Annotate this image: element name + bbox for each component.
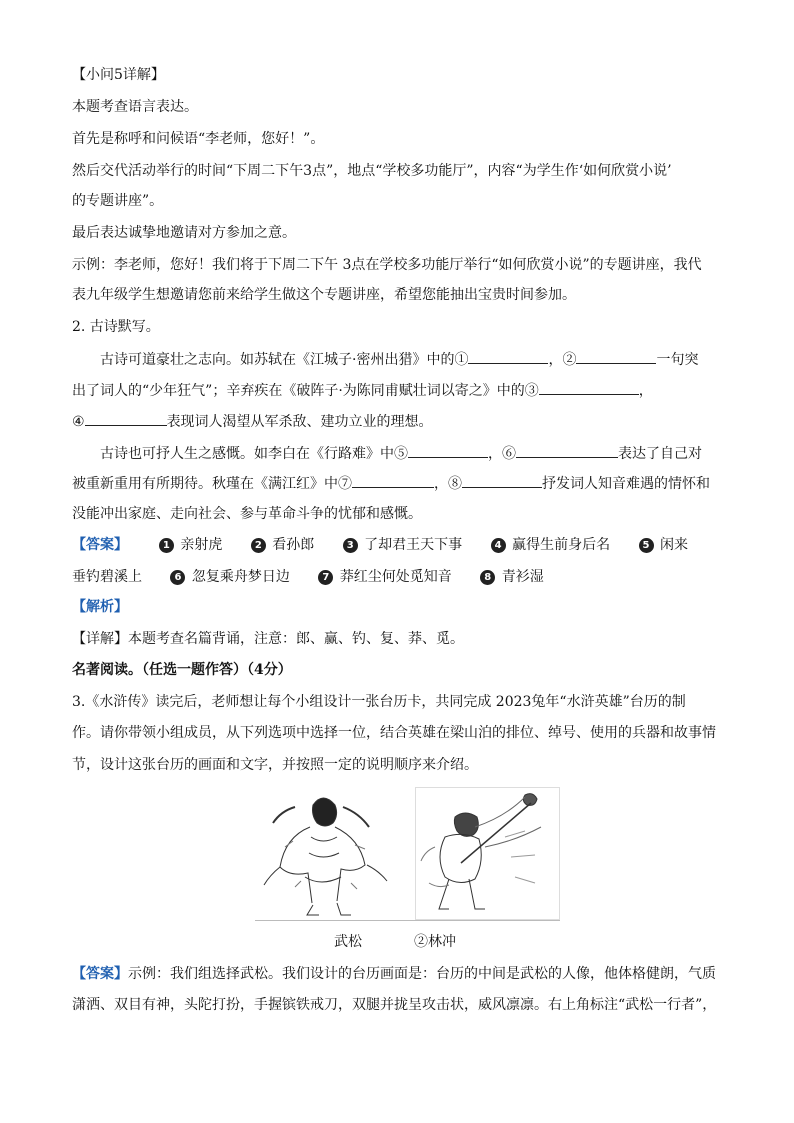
q3-answer-line2: 潇洒、双目有神，头陀打扮，手握镔铁戒刀，双腿并拢呈攻击状，威风凛凛。右上角标注“武松一行者”，	[72, 997, 717, 1013]
blank-8	[462, 473, 542, 488]
linchong-illustration	[415, 787, 560, 920]
answer-label: 【答案】	[72, 537, 128, 553]
detail-line: 【详解】本题考查名篇背诵，注意：郎、赢、钓、复、莽、觅。	[72, 631, 464, 647]
answer-item: 5 闲来	[639, 537, 688, 553]
q5-line: 首先是称呼和问候语“李老师，您好！”。	[72, 131, 325, 147]
answer-item: 1 亲射虎	[159, 537, 222, 553]
q5-line: 表九年级学生想邀请您前来给学生做这个专题讲座，希望您能抽出宝贵时间参加。	[72, 287, 576, 303]
q3-answer-line1: 【答案】示例：我们组选择武松。我们设计的台历画面是：台历的中间是武松的人像，他体格健朗，气质	[72, 966, 716, 982]
q3-line: 节，设计这张台历的画面和文字，并按照一定的说明顺序来介绍。	[72, 757, 478, 773]
q5-line: 的专题讲座”。	[72, 193, 164, 209]
answer-item: 4 赢得生前身后名	[491, 537, 610, 553]
caption-wusong: 武松	[334, 934, 362, 950]
blank-4	[85, 411, 167, 426]
blank-6	[516, 443, 618, 458]
figure-divider	[255, 920, 560, 921]
q2-answer-line1	[72, 535, 688, 555]
reading-title: 名著阅读。（任选一题作答）（4分）	[72, 662, 292, 678]
q5-line: 示例：李老师，您好！我们将于下周二下午 3点在学校多功能厅举行“如何欣赏小说”的专题讲座，我代	[72, 257, 702, 273]
answer-item: 2 看孙郎	[251, 537, 314, 553]
answer-item: 6 忽复乘舟梦日边	[170, 569, 289, 585]
q5-line: 本题考查语言表达。	[72, 99, 198, 115]
answer-label: 【答案】	[72, 966, 128, 982]
blank-2	[576, 349, 656, 364]
blank-5	[408, 443, 488, 458]
q2-p1-line3: ④ 表现词人渴望从军杀敌、建功立业的理想。	[72, 411, 433, 432]
q2-p1-line1: 古诗可道豪壮之志向。如苏轼在《江城子·密州出猎》中的① ，② 一句突	[100, 349, 698, 370]
analysis-label: 【解析】	[72, 599, 128, 615]
answer-item: 8 青衫湿	[480, 569, 543, 585]
answer-item: 3 了却君王天下事	[343, 537, 462, 553]
q5-heading: 【小问5详解】	[72, 67, 165, 83]
q5-line: 然后交代活动举行的时间“下周二下午3点”，地点“学校多功能厅”，内容“为学生作‘如何欣赏小说’	[72, 163, 672, 179]
q2-answer-line2: 垂钓碧溪上 6 忽复乘舟梦日边 7 莽红尘何处觅知音 8 青衫湿	[72, 569, 544, 585]
q2-p2-line1: 古诗也可抒人生之感慨。如李白在《行路难》中⑤ ，⑥ 表达了自己对	[100, 443, 702, 464]
q2-title: 2. 古诗默写。	[72, 319, 160, 335]
blank-7	[352, 473, 434, 488]
caption-linchong: ②林冲	[414, 934, 456, 950]
blank-3	[539, 380, 639, 395]
q2-p1-line2: 出了词人的“少年狂气”；辛弃疾在《破阵子·为陈同甫赋壮词以寄之》中的③ ，	[72, 380, 653, 401]
q3-line: 3.《水浒传》读完后，老师想让每个小组设计一张台历卡，共同完成 2023兔年“水浒英雄”台历的制	[72, 694, 686, 710]
wusong-illustration	[255, 787, 395, 920]
answer-item: 7 莽红尘何处觅知音	[318, 569, 451, 585]
q5-line: 最后表达诚挚地邀请对方参加之意。	[72, 225, 296, 241]
q2-p2-line3: 没能冲出家庭、走向社会、参与革命斗争的忧郁和感慨。	[72, 506, 422, 522]
q3-line: 作。请你带领小组成员，从下列选项中选择一位，结合英雄在梁山泊的排位、绰号、使用的兵器和故事情	[72, 725, 716, 741]
q2-p2-line2: 被重新重用有所期待。秋瑾在《满江红》中⑦ ，⑧ 抒发词人知音难遇的情怀和	[72, 473, 710, 494]
blank-1	[468, 349, 548, 364]
